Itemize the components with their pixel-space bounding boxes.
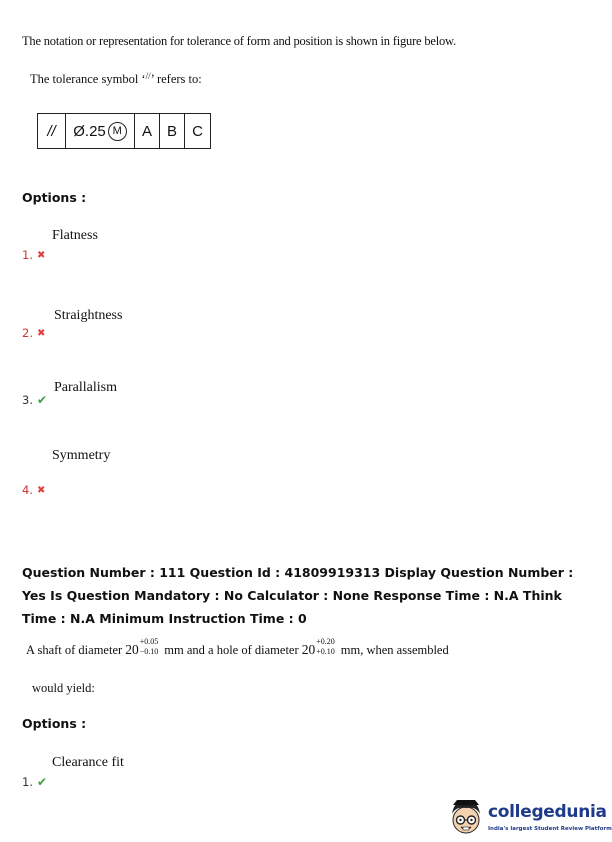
question-text-b: mm and a hole of diameter <box>164 642 299 657</box>
tolerance-value: Ø.25 <box>73 122 106 140</box>
question-meta: Question Number : 111 Question Id : 41809919313 Display Question Number : Yes Is Question Mandatory : No Calculator : None Response Time : N.A Think Time : N.A Minimum Instruction Time : 0 <box>22 565 574 626</box>
cross-mark-icon: ✖ <box>36 249 46 261</box>
options-heading: Options : <box>22 190 87 205</box>
option-number <box>22 248 45 262</box>
option-text: Parallalism <box>54 380 117 395</box>
option-number-label: 3. <box>22 393 33 407</box>
shaft-nominal: 20 <box>125 642 139 657</box>
cross-mark-icon: ✖ <box>36 327 46 339</box>
question-intro: The notation or representation for tolerance of form and position is shown in figure below. <box>22 34 456 48</box>
brand-name: collegedunia <box>488 802 607 822</box>
hole-tolerance <box>316 637 335 657</box>
shaft-tolerance <box>140 637 159 657</box>
option-number-label: 4. <box>22 483 33 497</box>
options-heading: Options : <box>22 716 87 731</box>
hole-lower-deviation: +0.10 <box>316 647 335 656</box>
option-number <box>22 483 45 497</box>
option-text: Straightness <box>54 308 123 323</box>
option-number <box>22 775 47 789</box>
option-number-label: 1. <box>22 775 33 789</box>
question-text <box>26 637 449 660</box>
option-text: Symmetry <box>52 448 111 463</box>
question-text-c: mm, when assembled <box>340 642 449 657</box>
option-number <box>22 326 45 340</box>
check-mark-icon: ✔ <box>36 393 48 407</box>
question-sub <box>30 72 202 87</box>
datum-c-cell: C <box>192 122 203 140</box>
option-number-label: 1. <box>22 248 33 262</box>
feature-control-frame <box>37 113 211 149</box>
brand-tagline: India's largest Student Review Platform <box>488 826 612 832</box>
shaft-upper-deviation: +0.05 <box>139 637 159 646</box>
datum-b-cell: B <box>160 114 185 148</box>
hole-nominal: 20 <box>301 642 316 657</box>
question-text-a: A shaft of diameter <box>26 642 123 657</box>
hole-upper-deviation: +0.20 <box>316 637 335 646</box>
cross-mark-icon: ✖ <box>36 484 46 496</box>
option-text: Flatness <box>52 228 98 243</box>
option-number <box>22 393 47 407</box>
tolerance-value-cell <box>66 114 135 148</box>
question-text-continued: would yield: <box>32 681 95 695</box>
mmc-modifier-icon: M <box>108 122 127 141</box>
datum-a-cell: A <box>135 114 160 148</box>
tolerance-symbol-inline: // <box>145 71 151 81</box>
mascot-icon <box>446 796 486 840</box>
question-sub-suffix: ’ refers to: <box>150 72 202 86</box>
question-sub-prefix: The tolerance symbol ‘ <box>30 72 146 86</box>
shaft-lower-deviation: −0.10 <box>139 647 159 656</box>
option-text: Clearance fit <box>52 755 124 770</box>
option-number-label: 2. <box>22 326 33 340</box>
check-mark-icon: ✔ <box>36 775 48 789</box>
collegedunia-logo <box>446 796 612 840</box>
parallelism-symbol-cell: // <box>38 114 66 148</box>
